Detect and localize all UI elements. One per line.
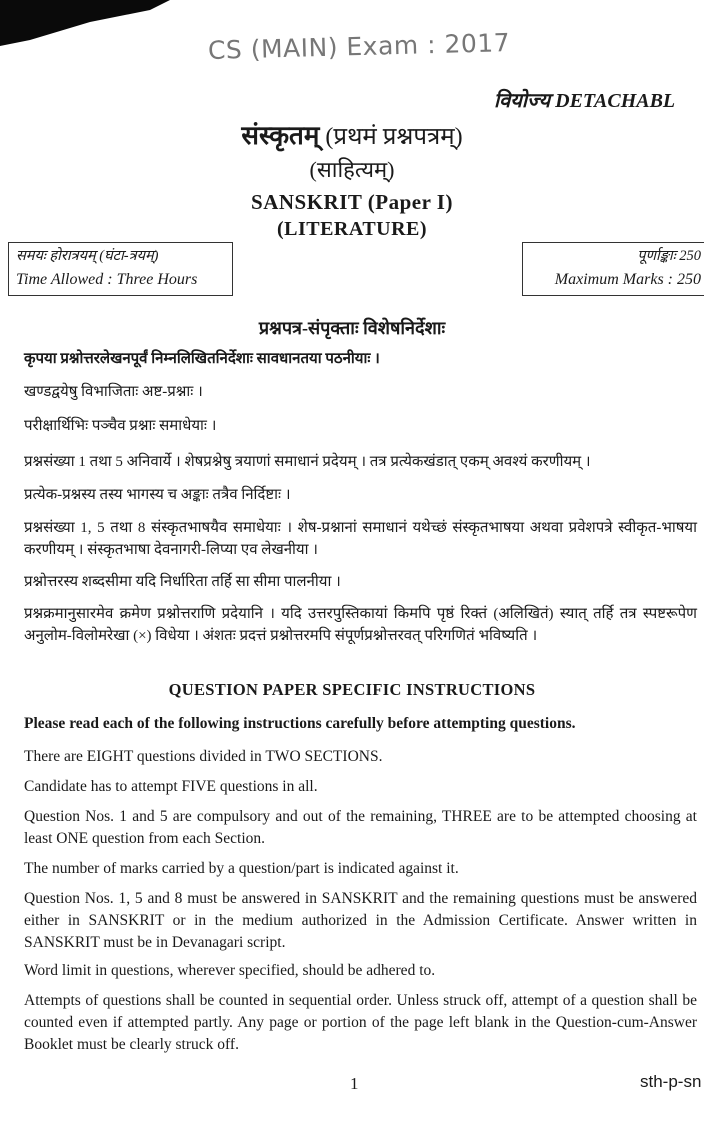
time-allowed-english: Time Allowed : Three Hours	[16, 271, 198, 288]
english-instruction-1: There are EIGHT questions divided in TWO SECTIONS.	[24, 748, 383, 765]
title-sanskrit-sub: (साहित्यम्)	[309, 157, 395, 182]
english-instructions-heading: QUESTION PAPER SPECIFIC INSTRUCTIONS	[168, 680, 536, 699]
scan-corner-shadow	[0, 0, 170, 46]
sanskrit-instruction-3: परीक्षार्थिभिः पञ्चैव प्रश्नाः समाधेयाः ।	[24, 418, 217, 434]
sanskrit-instruction-1: कृपया प्रश्नोत्तरलेखनपूर्वं निम्नलिखितनिर्देशाः सावधानतया पठनीयाः ।	[24, 351, 380, 367]
sanskrit-instruction-7: प्रश्नोत्तरस्य शब्दसीमा यदि निर्धारिता तर्हि सा सीमा पालनीया ।	[24, 574, 341, 590]
english-instruction-6: Word limit in questions, wherever specified, should be adhered to.	[24, 962, 436, 979]
page-code: sth-p-sn	[640, 1072, 702, 1091]
exam-stamp: CS (MAIN) Exam : 2017	[207, 28, 511, 65]
title-english: SANSKRIT (Paper I)	[251, 190, 453, 214]
english-instruction-4: The number of marks carried by a question/part is indicated against it.	[24, 860, 459, 877]
time-allowed-box	[8, 242, 233, 296]
title-sanskrit-paper: (प्रथमं प्रश्नपत्रम्)	[325, 124, 463, 150]
detachable-label: वियोज्य DETACHABL	[494, 90, 676, 112]
maximum-marks-sanskrit: पूर्णाङ्काः 250	[637, 248, 701, 264]
sanskrit-instruction-2: खण्डद्वयेषु विभाजिताः अष्ट-प्रश्नाः ।	[24, 384, 203, 400]
english-instruction-5: Question Nos. 1, 5 and 8 must be answered in SANSKRIT and the remaining questions must be answered either in SANSKRIT or in the medium authorized in the Admission Certificate. Answer written in SANSKRIT must be in Devanagari script.	[24, 890, 697, 951]
sanskrit-instruction-5: प्रत्येक-प्रश्नस्य तस्य भागस्य च अङ्काः तत्रैव निर्दिष्टाः ।	[24, 487, 291, 503]
maximum-marks-english: Maximum Marks : 250	[554, 271, 701, 288]
title-sanskrit	[0, 116, 704, 152]
title-english-sub: (LITERATURE)	[276, 218, 428, 240]
sanskrit-instruction-4: प्रश्नसंख्या 1 तथा 5 अनिवार्ये । शेषप्रश्नेषु त्रयाणां समाधानं प्रदेयम् । तत्र प्रत्येकखंडात् एकम् अवश्यं करणीयम् ।	[24, 454, 591, 470]
english-instruction-7: Attempts of questions shall be counted in sequential order. Unless struck off, attempt of a question shall be counted even if attempted partly. Any page or portion of the page left blank in the Question-cum-Answer Booklet must be clearly struck off.	[24, 992, 697, 1053]
time-allowed-sanskrit: समयः होरात्रयम् (घंटा-त्रयम्)	[16, 248, 159, 264]
sanskrit-instruction-8: प्रश्नक्रमानुसारमेव क्रमेण प्रश्नोत्तराणि प्रदेयानि । यदि उत्तरपुस्तिकायां किमपि पृष्ठं रिक्तं (अलिखितं) स्यात् तर्हि तत्र स्पष्टरूपेण अनुलोम-विलोमरेखा (×) विधेया । अंशतः प्रदत्तं प्रश्नोत्तरमपि संपूर्णप्रश्नोत्तरवत् परिगणितं भविष्यति ।	[24, 606, 697, 644]
maximum-marks-box	[522, 242, 704, 296]
sanskrit-instruction-6: प्रश्नसंख्या 1, 5 तथा 8 संस्कृतभाषयैव समाधेयाः । शेष-प्रश्नानां समाधानं यथेच्छं संस्कृतभाषया अथवा प्रवेशपत्रे स्वीकृत-भाषया करणीयम् । संस्कृतभाषा देवनागरी-लिप्या एव लेखनीया ।	[24, 520, 697, 558]
title-sanskrit-main: संस्कृतम्	[241, 121, 320, 150]
english-instructions-intro: Please read each of the following instructions carefully before attempting questions.	[24, 715, 576, 732]
page-number: 1	[350, 1074, 359, 1093]
sanskrit-instructions-heading: प्रश्नपत्र-संपृक्ताः विशेषनिर्देशाः	[258, 318, 446, 338]
english-instruction-2: Candidate has to attempt FIVE questions in all.	[24, 778, 318, 795]
english-instruction-3: Question Nos. 1 and 5 are compulsory and out of the remaining, THREE are to be attempted choosing at least ONE question from each Section.	[24, 808, 697, 847]
